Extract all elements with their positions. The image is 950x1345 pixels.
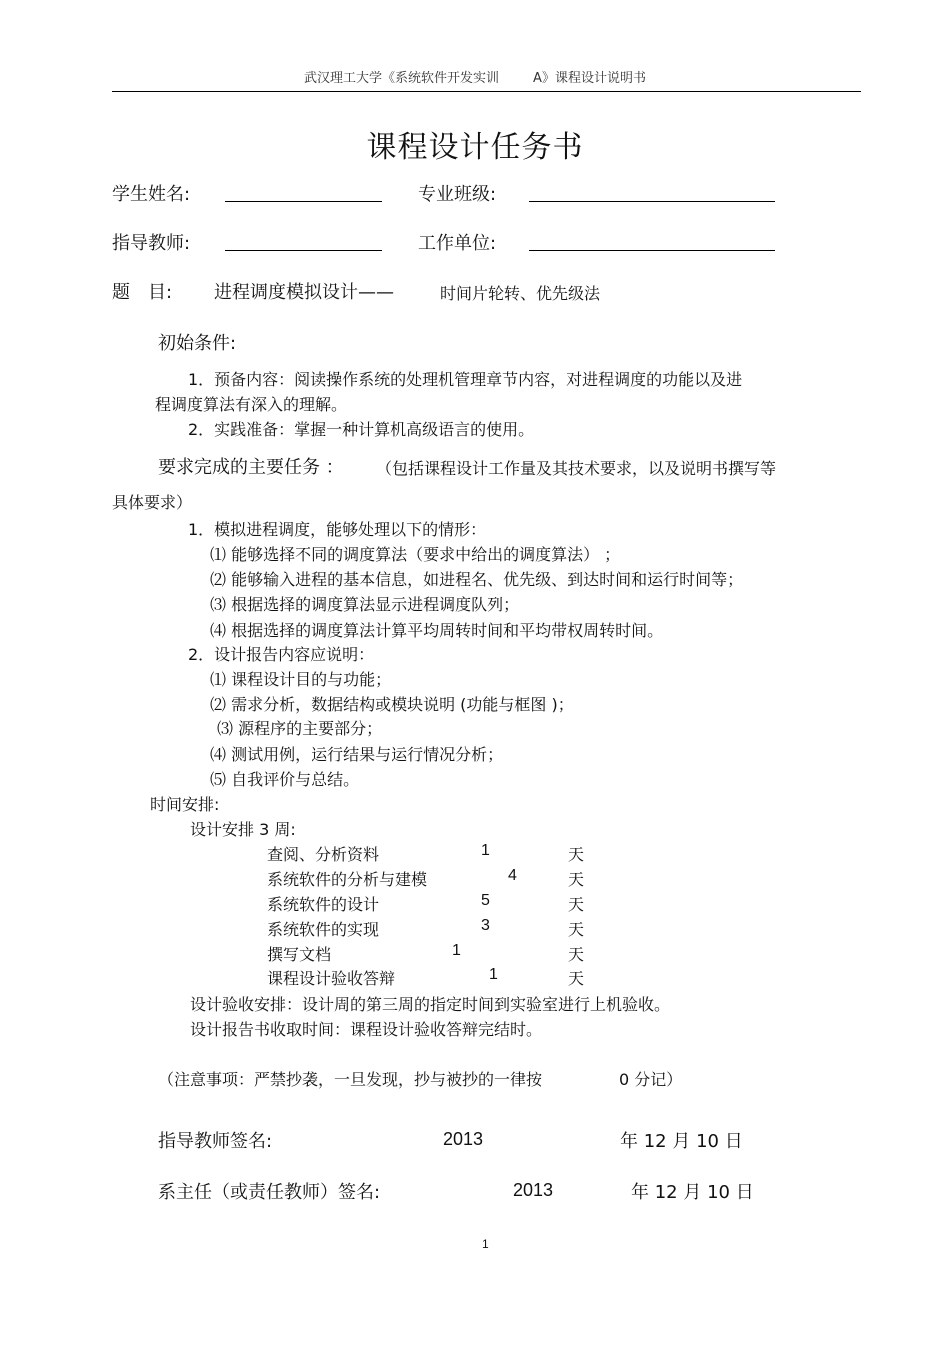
page-title: 课程设计任务书: [366, 130, 584, 165]
initial-item1-a: 1．预备内容：阅读操作系统的处理机管理章节内容，对进程调度的功能以及进: [188, 370, 743, 389]
work-unit-line: [529, 250, 775, 251]
student-name-line: [225, 201, 382, 202]
task-2-1: ⑴ 课程设计目的与功能；: [210, 670, 392, 689]
schedule-design: 设计安排 3 周:: [190, 820, 296, 839]
schedule-days: 3: [481, 917, 490, 934]
task-1-1: ⑴ 能够选择不同的调度算法（要求中给出的调度算法） ；: [210, 545, 621, 564]
header-left: 武汉理工大学《系统软件开发实训: [304, 71, 500, 86]
dept-signature-year: 2013: [513, 1180, 554, 1200]
task-2-3: ⑶ 源程序的主要部分；: [217, 719, 383, 738]
task-2-4: ⑷ 测试用例，运行结果与运行情况分析；: [210, 745, 504, 764]
task-2: 2．设计报告内容应说明：: [188, 645, 375, 664]
task-1-3: ⑶ 根据选择的调度算法显示进程调度队列；: [210, 595, 520, 614]
page-number: 1: [482, 1237, 489, 1251]
schedule-task: 课程设计验收答辩: [267, 969, 396, 988]
schedule-days: 1: [489, 966, 498, 983]
advisor-label: 指导教师:: [112, 233, 191, 254]
header-right: A》课程设计说明书: [533, 71, 646, 86]
header-rule: [112, 91, 861, 92]
schedule-unit: 天: [568, 870, 585, 889]
student-name-label: 学生姓名:: [112, 184, 191, 205]
advisor-signature-date: 年 12 月 10 日: [620, 1131, 743, 1152]
schedule-unit: 天: [568, 969, 585, 988]
note-tail: 0 分记）: [619, 1070, 683, 1089]
task-1-2: ⑵ 能够输入进程的基本信息，如进程名、优先级、到达时间和运行时间等；: [210, 570, 744, 589]
work-unit-label: 工作单位:: [418, 233, 497, 254]
advisor-line: [225, 250, 382, 251]
initial-heading: 初始条件:: [158, 333, 237, 354]
schedule-days: 5: [481, 892, 490, 909]
note-text: （注意事项：严禁抄袭，一旦发现，抄与被抄的一律按: [158, 1070, 543, 1089]
schedule-unit: 天: [568, 845, 585, 864]
running-header: [0, 67, 950, 86]
schedule-days: 1: [481, 842, 490, 859]
schedule-acceptance: 设计验收安排：设计周的第三周的指定时间到实验室进行上机验收。: [190, 995, 671, 1014]
schedule-task: 系统软件的分析与建模: [267, 870, 428, 889]
tasks-note-b: 具体要求）: [112, 493, 193, 512]
advisor-signature-year: 2013: [443, 1129, 484, 1149]
schedule-task: 查阅、分析资料: [267, 845, 380, 864]
schedule-task: 系统软件的实现: [267, 920, 380, 939]
schedule-report-time: 设计报告书收取时间：课程设计验收答辩完结时。: [190, 1020, 543, 1039]
schedule-unit: 天: [568, 920, 585, 939]
schedule-days: 1: [452, 942, 461, 959]
topic-sub: 时间片轮转、优先级法: [440, 284, 601, 303]
advisor-signature-label: 指导教师签名:: [158, 1131, 273, 1152]
schedule-task: 系统软件的设计: [267, 895, 380, 914]
tasks-heading: 要求完成的主要任务 ：: [158, 457, 344, 478]
initial-item1-b: 程调度算法有深入的理解。: [155, 395, 348, 414]
major-class-line: [529, 201, 775, 202]
topic-main: 进程调度模拟设计——: [214, 282, 394, 303]
schedule-unit: 天: [568, 945, 585, 964]
task-1-4: ⑷ 根据选择的调度算法计算平均周转时间和平均带权周转时间。: [210, 621, 664, 640]
tasks-note-a: （包括课程设计工作量及其技术要求，以及说明书撰写等: [376, 459, 777, 478]
task-1: 1．模拟进程调度，能够处理以下的情形：: [188, 520, 487, 539]
dept-signature-date: 年 12 月 10 日: [631, 1182, 754, 1203]
task-2-5: ⑸ 自我评价与总结。: [210, 770, 360, 789]
schedule-heading: 时间安排:: [150, 795, 220, 814]
schedule-unit: 天: [568, 895, 585, 914]
major-class-label: 专业班级:: [418, 184, 497, 205]
schedule-task: 撰写文档: [267, 945, 332, 964]
dept-signature-label: 系主任（或责任教师）签名:: [158, 1182, 381, 1203]
initial-item2: 2．实践准备：掌握一种计算机高级语言的使用。: [188, 420, 535, 439]
schedule-days: 4: [508, 867, 517, 884]
task-2-2: ⑵ 需求分析，数据结构或模块说明 (功能与框图 )；: [210, 695, 574, 714]
topic-label: 题 目:: [112, 282, 173, 303]
